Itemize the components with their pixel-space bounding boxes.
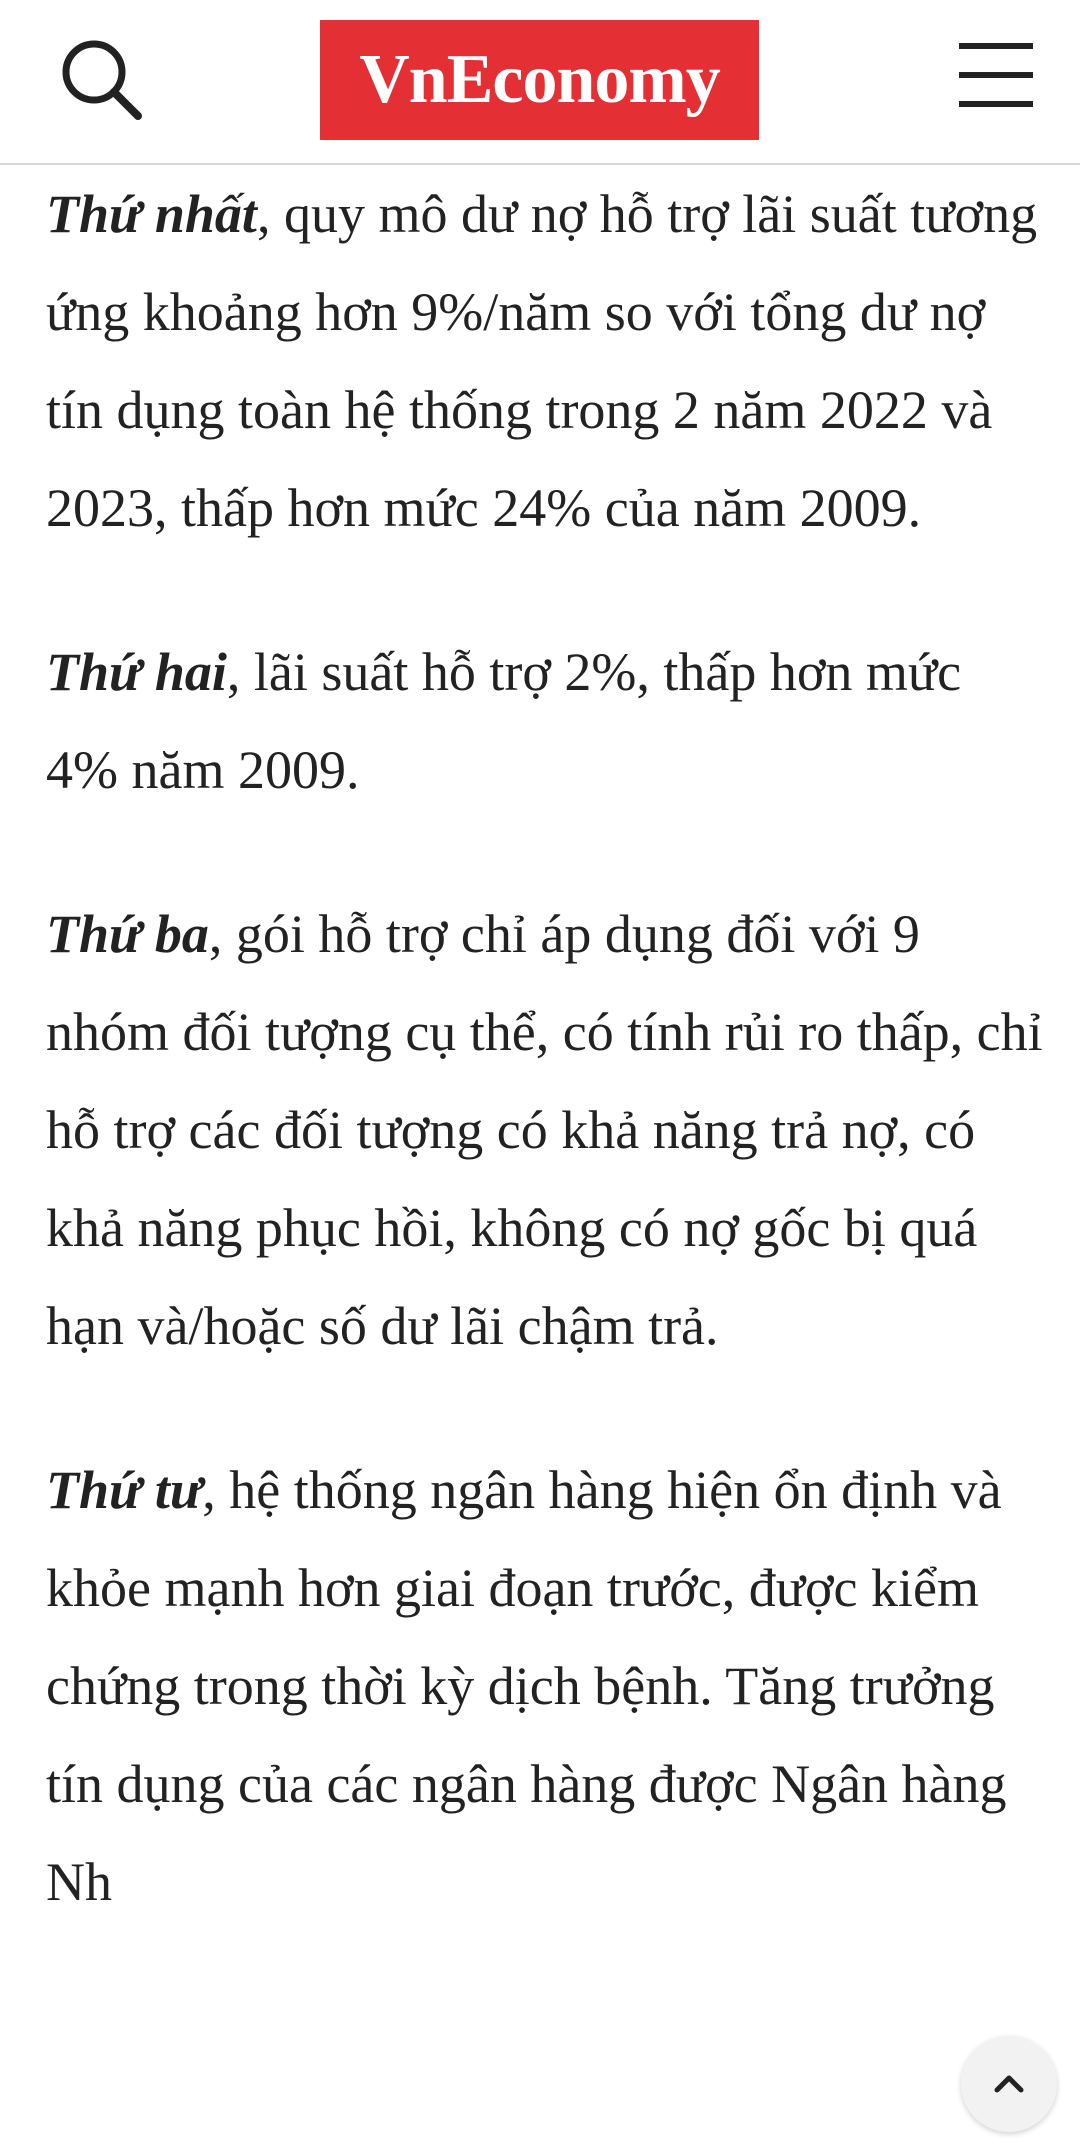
paragraph-lead: Thứ hai [46, 642, 227, 702]
hamburger-menu-icon [959, 43, 1033, 49]
logo-text: VnEconomy [359, 41, 720, 118]
hamburger-menu-icon-line [959, 72, 1033, 78]
paragraph-text: , hệ thống ngân hàng hiện ổn định và khỏe mạnh hơn giai đoạn trước, được kiểm chứng trong thời kỳ dịch bệnh. Tăng trưởng tín dụng của các ngân hàng được Ngân hàng Nh [46, 1460, 1007, 1912]
paragraph-lead: Thứ tư [46, 1460, 203, 1520]
menu-button[interactable] [955, 35, 1037, 115]
site-header [0, 0, 1080, 165]
paragraph-text: , gói hỗ trợ chỉ áp dụng đối với 9 nhóm đối tượng cụ thể, có tính rủi ro thấp, chỉ hỗ trợ các đối tượng có khả năng trả nợ, có khả năng phục hồi, không có nợ gốc bị quá hạn và/hoặc số dư lãi chậm trả. [46, 904, 1043, 1356]
paragraph-text: , lãi suất hỗ trợ 2%, thấp hơn mức 4% năm 2009. [46, 642, 962, 800]
article-body [46, 165, 1046, 1997]
scroll-to-top-button[interactable] [961, 2036, 1057, 2132]
hamburger-menu-icon-line [959, 101, 1033, 107]
article-paragraph [46, 165, 1046, 557]
article-paragraph [46, 623, 1046, 819]
search-icon [52, 30, 152, 130]
site-logo[interactable] [320, 20, 759, 140]
article-paragraph [46, 1441, 1046, 1931]
paragraph-text: , quy mô dư nợ hỗ trợ lãi suất tương ứng khoảng hơn 9%/năm so với tổng dư nợ tín dụng toàn hệ thống trong 2 năm 2022 và 2023, thấp hơn mức 24% của năm 2009. [46, 184, 1038, 538]
chevron-up-icon [989, 2064, 1029, 2104]
search-button[interactable] [52, 30, 152, 130]
article-paragraph [46, 885, 1046, 1375]
paragraph-lead: Thứ nhất [46, 184, 257, 244]
paragraph-lead: Thứ ba [46, 904, 209, 964]
